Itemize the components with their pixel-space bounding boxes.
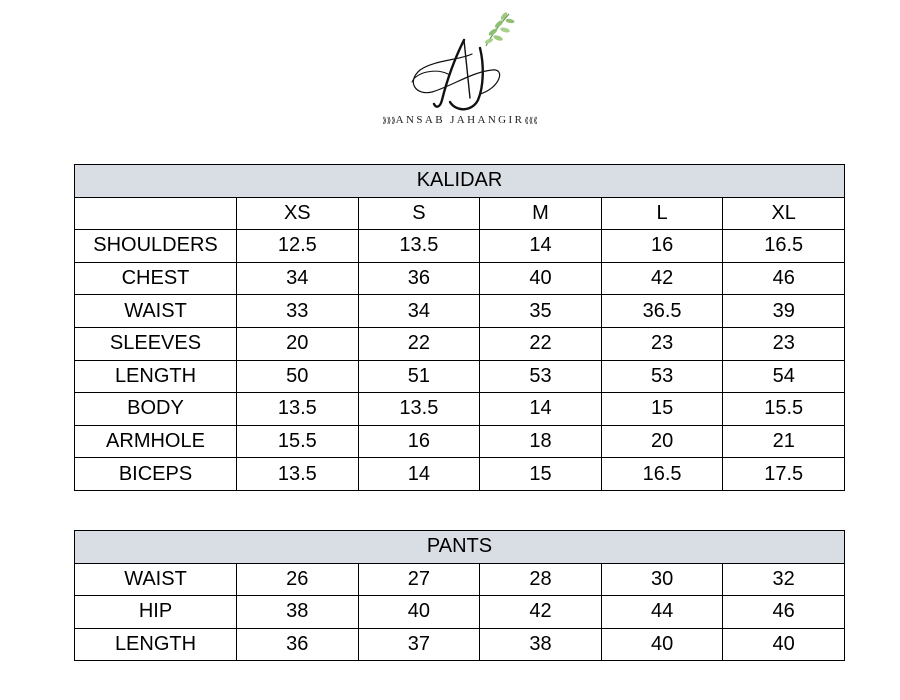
table-cell: 16 [601,230,723,263]
row-label: WAIST [75,563,237,596]
size-header-s: S [358,197,480,230]
table-cell: 17.5 [723,458,845,491]
kalidar-title-row [75,165,845,198]
kalidar-title: KALIDAR [75,165,845,198]
table-cell: 35 [480,295,602,328]
row-label: LENGTH [75,360,237,393]
table-cell: 54 [723,360,845,393]
table-cell: 14 [480,393,602,426]
table-cell: 37 [358,628,480,661]
table-cell: 40 [358,596,480,629]
table-cell: 22 [358,327,480,360]
table-row [75,230,845,263]
row-label: SLEEVES [75,327,237,360]
table-row [75,327,845,360]
leaf-sprig-icon [484,11,515,46]
row-label: HIP [75,596,237,629]
table-row [75,596,845,629]
table-cell: 18 [480,425,602,458]
row-label: SHOULDERS [75,230,237,263]
size-header-l: L [601,197,723,230]
kalidar-size-table [74,164,845,491]
table-row [75,360,845,393]
table-cell: 15 [480,458,602,491]
table-cell: 13.5 [237,458,359,491]
table-cell: 40 [480,262,602,295]
brand-logo [360,8,560,133]
table-cell: 36.5 [601,295,723,328]
table-cell: 13.5 [237,393,359,426]
brand-name [360,114,560,126]
row-label: ARMHOLE [75,425,237,458]
table-cell: 27 [358,563,480,596]
table-cell: 44 [601,596,723,629]
table-cell: 14 [480,230,602,263]
table-row [75,393,845,426]
table-cell: 46 [723,596,845,629]
table-cell: 42 [480,596,602,629]
table-row [75,295,845,328]
left-ornament-icon: ⟫⟫⟫ [382,116,396,125]
table-cell: 12.5 [237,230,359,263]
table-cell: 16 [358,425,480,458]
table-cell: 51 [358,360,480,393]
table-cell: 39 [723,295,845,328]
table-cell: 20 [237,327,359,360]
table-cell: 22 [480,327,602,360]
table-cell: 21 [723,425,845,458]
row-label: LENGTH [75,628,237,661]
table-cell: 42 [601,262,723,295]
monogram-aj-icon [360,8,560,113]
table-row [75,628,845,661]
size-header-xs: XS [237,197,359,230]
table-cell: 14 [358,458,480,491]
table-cell: 15.5 [723,393,845,426]
table-cell: 53 [480,360,602,393]
row-label: WAIST [75,295,237,328]
pants-title-row [75,531,845,564]
table-cell: 13.5 [358,393,480,426]
pants-title: PANTS [75,531,845,564]
table-cell: 16.5 [601,458,723,491]
row-label: BICEPS [75,458,237,491]
table-row [75,563,845,596]
table-cell: 26 [237,563,359,596]
table-cell: 34 [358,295,480,328]
table-cell: 33 [237,295,359,328]
header-empty-cell [75,197,237,230]
table-cell: 40 [723,628,845,661]
table-cell: 36 [237,628,359,661]
table-cell: 50 [237,360,359,393]
table-cell: 23 [723,327,845,360]
table-cell: 38 [480,628,602,661]
row-label: CHEST [75,262,237,295]
table-cell: 13.5 [358,230,480,263]
table-cell: 34 [237,262,359,295]
table-row [75,262,845,295]
table-cell: 36 [358,262,480,295]
table-cell: 40 [601,628,723,661]
table-cell: 20 [601,425,723,458]
table-cell: 15.5 [237,425,359,458]
table-cell: 23 [601,327,723,360]
table-cell: 28 [480,563,602,596]
table-cell: 46 [723,262,845,295]
table-cell: 38 [237,596,359,629]
table-row [75,425,845,458]
brand-name-text: ANSAB JAHANGIR [395,114,525,126]
pants-size-table [74,530,845,661]
size-header-xl: XL [723,197,845,230]
row-label: BODY [75,393,237,426]
table-cell: 32 [723,563,845,596]
table-row [75,458,845,491]
right-ornament-icon: ⟪⟪⟪ [524,116,538,125]
table-cell: 15 [601,393,723,426]
size-header-row [75,197,845,230]
size-header-m: M [480,197,602,230]
table-cell: 30 [601,563,723,596]
table-cell: 16.5 [723,230,845,263]
table-cell: 53 [601,360,723,393]
